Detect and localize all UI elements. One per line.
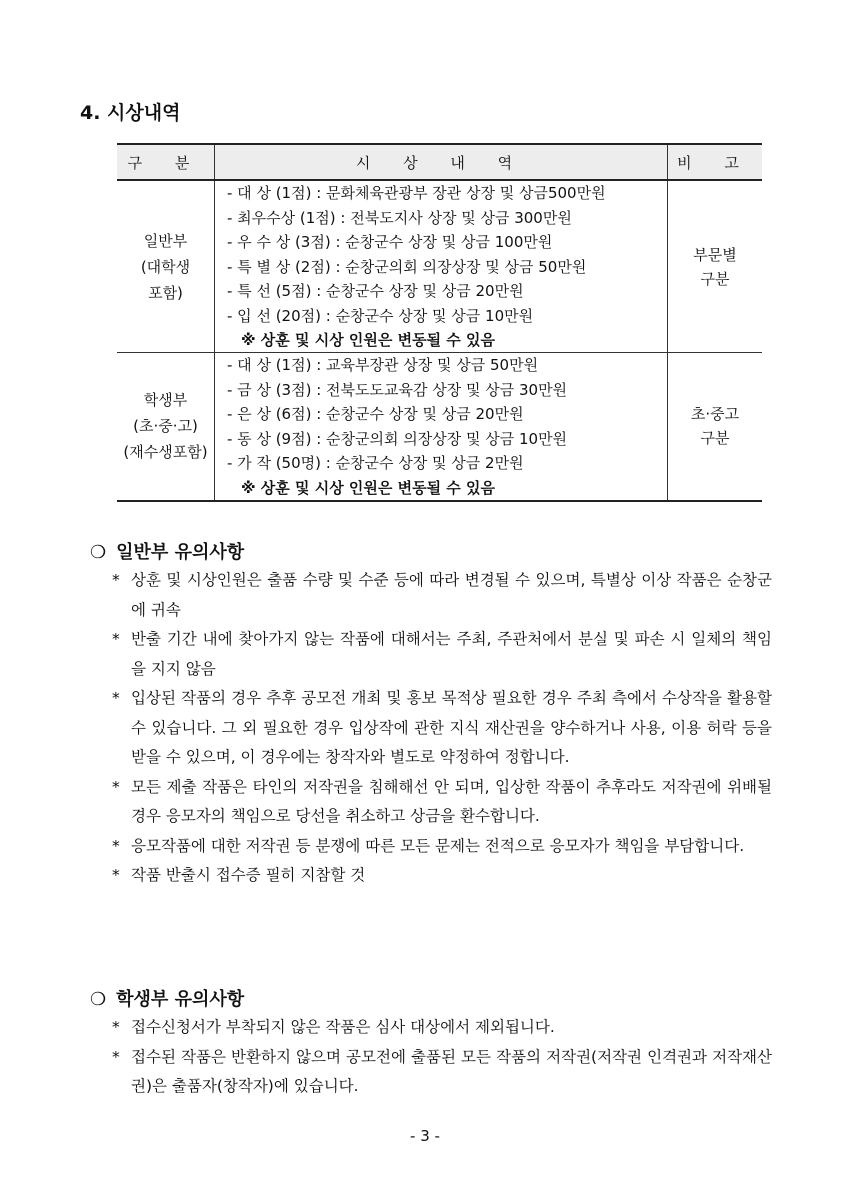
- section-title: 4. 시상내역: [80, 102, 181, 124]
- list-item: [112, 684, 772, 773]
- table-header-row: [117, 144, 762, 180]
- award-item: - 동 상 (9점) : 순창군의회 의장상장 및 상금 10만원: [227, 429, 568, 448]
- asterisk-bullet-icon: *: [112, 1047, 120, 1066]
- general-notice-title: [90, 538, 244, 564]
- award-footnote: ※ 상훈 및 시상 인원은 변동될 수 있음: [241, 331, 495, 349]
- student-notice-title: [90, 985, 244, 1011]
- category-line: 포함): [148, 283, 183, 302]
- list-item: [112, 1043, 772, 1102]
- category-line: (초·중·고): [133, 417, 198, 436]
- award-footnote: ※ 상훈 및 시상 인원은 변동될 수 있음: [241, 478, 495, 497]
- table-row-general: [117, 180, 762, 353]
- asterisk-bullet-icon: *: [112, 1018, 120, 1036]
- list-item: [112, 861, 772, 891]
- asterisk-bullet-icon: *: [112, 630, 120, 648]
- general-notice-title-text: 일반부 유의사항: [116, 542, 245, 563]
- note-student: [668, 353, 763, 501]
- list-item: [112, 1013, 772, 1043]
- award-item: - 은 상 (6점) : 순창군수 상장 및 상금 20만원: [227, 405, 524, 423]
- page-number: - 3 -: [410, 1127, 440, 1145]
- award-item: - 특 별 상 (2점) : 순창군의회 의장상장 및 상금 50만원: [227, 257, 587, 276]
- notice-text: 접수된 작품은 반환하지 않으며 공모전에 출품된 모든 작품의 저작권(저작권 인격권과 저작재산권)은 출품자(창작자)에 있습니다.: [131, 1047, 772, 1095]
- asterisk-bullet-icon: *: [112, 571, 120, 589]
- award-list-general: [215, 180, 668, 353]
- category-line: 학생부: [143, 391, 188, 410]
- award-item: - 대 상 (1점) : 문화체육관광부 장관 상장 및 상금500만원: [227, 184, 606, 202]
- header-category: 구 분: [117, 144, 215, 180]
- list-item: [112, 566, 772, 625]
- list-item: [112, 773, 772, 832]
- note-line: 구분: [700, 269, 730, 288]
- award-item: - 입 선 (20점) : 순창군수 상장 및 상금 10만원: [227, 306, 534, 325]
- category-student: [117, 353, 215, 501]
- notice-text: 상훈 및 시상인원은 출품 수량 및 수준 등에 따라 변경될 수 있으며, 특별상 이상 작품은 순창군에 귀속: [131, 571, 772, 619]
- notice-text: 작품 반출시 접수증 필히 지참할 것: [131, 866, 366, 884]
- award-item: - 최우수상 (1점) : 전북도지사 상장 및 상금 300만원: [227, 208, 572, 227]
- list-item: [112, 832, 772, 862]
- table-row-student: [117, 353, 762, 501]
- award-item: - 가 작 (50명) : 순창군수 상장 및 상금 2만원: [227, 454, 524, 472]
- category-line: 일반부: [143, 231, 188, 250]
- note-general: [668, 180, 763, 353]
- header-awards: 시 상 내 역: [215, 144, 668, 180]
- asterisk-bullet-icon: *: [112, 866, 120, 884]
- header-note: 비 고: [668, 144, 763, 180]
- notice-text: 입상된 작품의 경우 추후 공모전 개최 및 홍보 목적상 필요한 경우 주최 측에서 수상작을 활용할 수 있습니다. 그 외 필요한 경우 입상작에 관한 지식 재산권을 양수하거나 사용, 이용 허락 등을 받을 수 있으며, 이 경우에는 창작자와 별도로 약정하여 정합니다.: [131, 689, 772, 766]
- category-general: [117, 180, 215, 353]
- notice-text: 응모작품에 대한 저작권 등 분쟁에 따른 모든 문제는 전적으로 응모자가 책임을 부담합니다.: [131, 836, 745, 855]
- asterisk-bullet-icon: *: [112, 689, 120, 707]
- asterisk-bullet-icon: *: [112, 836, 120, 855]
- notice-text: 반출 기간 내에 찾아가지 않는 작품에 대해서는 주최, 주관처에서 분실 및 파손 시 일체의 책임을 지지 않음: [131, 630, 772, 678]
- notice-text: 모든 제출 작품은 타인의 저작권을 침해해선 안 되며, 입상한 작품이 추후라도 저작권에 위배될 경우 응모자의 책임으로 당선을 취소하고 상금을 환수합니다.: [131, 777, 772, 825]
- awards-table: [117, 143, 762, 502]
- circle-bullet-icon: ❍: [90, 542, 107, 563]
- general-notice-list: [112, 566, 772, 891]
- award-item: - 대 상 (1점) : 교육부장관 상장 및 상금 50만원: [227, 356, 539, 374]
- award-item: - 특 선 (5점) : 순창군수 상장 및 상금 20만원: [227, 282, 524, 300]
- note-line: 초·중고: [690, 405, 740, 424]
- award-item: - 금 상 (3점) : 전북도도교육감 상장 및 상금 30만원: [227, 380, 568, 399]
- award-list-student: [215, 353, 668, 501]
- notice-text: 접수신청서가 부착되지 않은 작품은 심사 대상에서 제외됩니다.: [131, 1018, 555, 1036]
- student-notice-title-text: 학생부 유의사항: [116, 989, 245, 1010]
- asterisk-bullet-icon: *: [112, 777, 120, 796]
- note-line: 부문별: [693, 245, 737, 264]
- category-line: (대학생: [140, 257, 191, 276]
- list-item: [112, 625, 772, 684]
- student-notice-list: [112, 1013, 772, 1102]
- note-line: 구분: [700, 429, 730, 448]
- category-line: (재수생포함): [123, 443, 208, 462]
- award-item: - 우 수 상 (3점) : 순창군수 상장 및 상금 100만원: [227, 233, 553, 251]
- circle-bullet-icon: ❍: [90, 989, 107, 1010]
